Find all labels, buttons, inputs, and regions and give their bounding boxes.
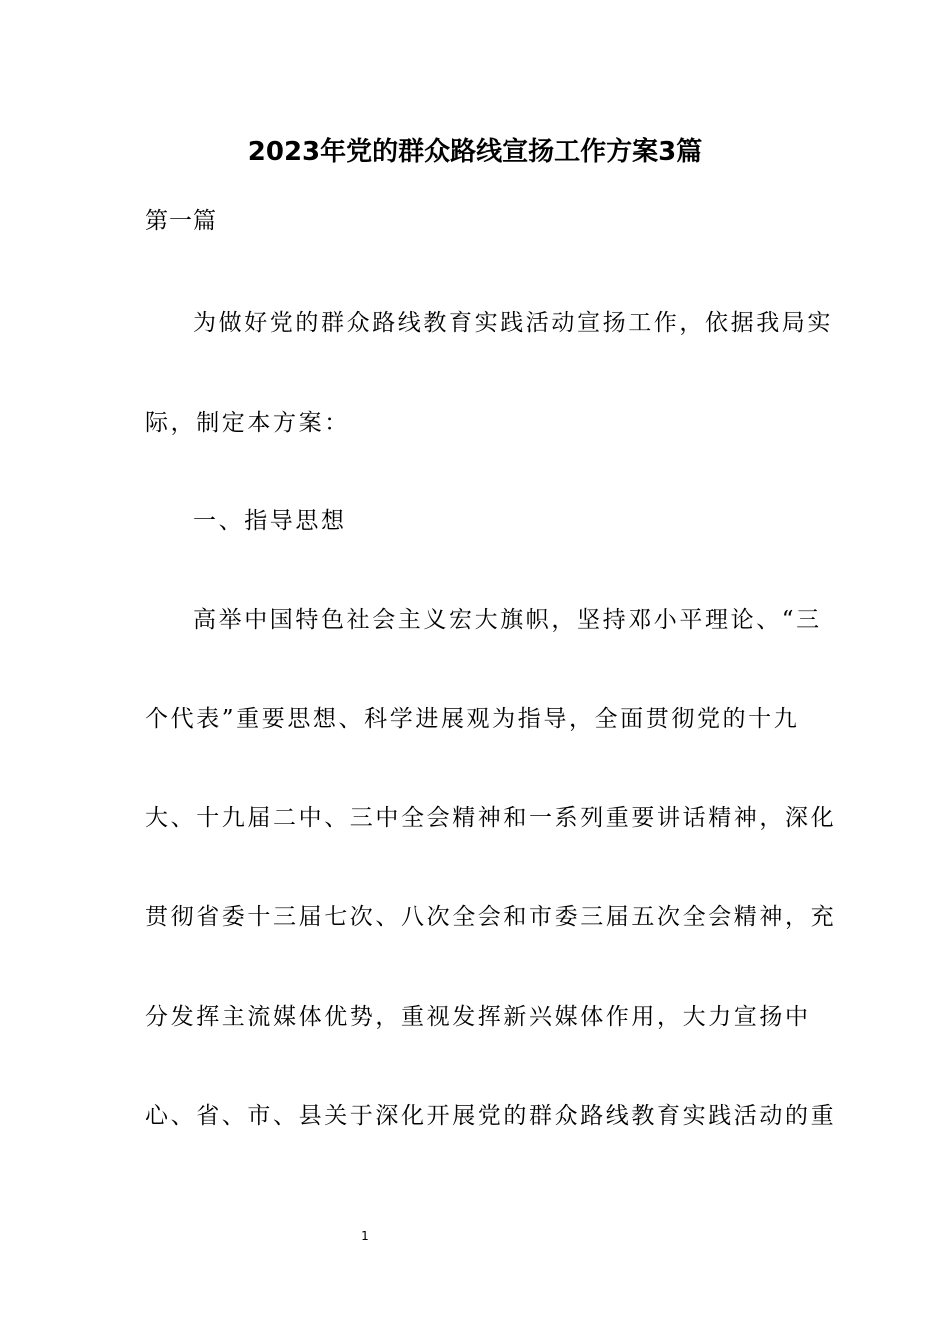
paragraph-line: 际，制定本方案： xyxy=(145,410,350,436)
paragraph-line: 心、省、市、县关于深化开展党的群众路线教育实践活动的重 xyxy=(145,1103,837,1129)
paragraph-line: 贯彻省委十三届七次、八次全会和市委三届五次全会精神，充 xyxy=(145,904,837,930)
paragraph-line: 高举中国特色社会主义宏大旗帜，坚持邓小平理论、“三 xyxy=(193,607,822,633)
paragraph-line: 个代表”重要思想、科学进展观为指导，全面贯彻党的十九 xyxy=(145,706,800,732)
page-number: 1 xyxy=(361,1229,369,1243)
document-title: 2023年党的群众路线宣扬工作方案3篇 xyxy=(247,137,703,167)
paragraph-line: 分发挥主流媒体优势，重视发挥新兴媒体作用，大力宣扬中 xyxy=(145,1004,811,1030)
section-label: 第一篇 xyxy=(145,208,217,234)
paragraph-line: 为做好党的群众路线教育实践活动宣扬工作，依据我局实 xyxy=(193,310,833,336)
paragraph-line: 大、十九届二中、三中全会精神和一系列重要讲话精神，深化 xyxy=(145,805,837,831)
section-heading: 一、指导思想 xyxy=(193,508,347,534)
